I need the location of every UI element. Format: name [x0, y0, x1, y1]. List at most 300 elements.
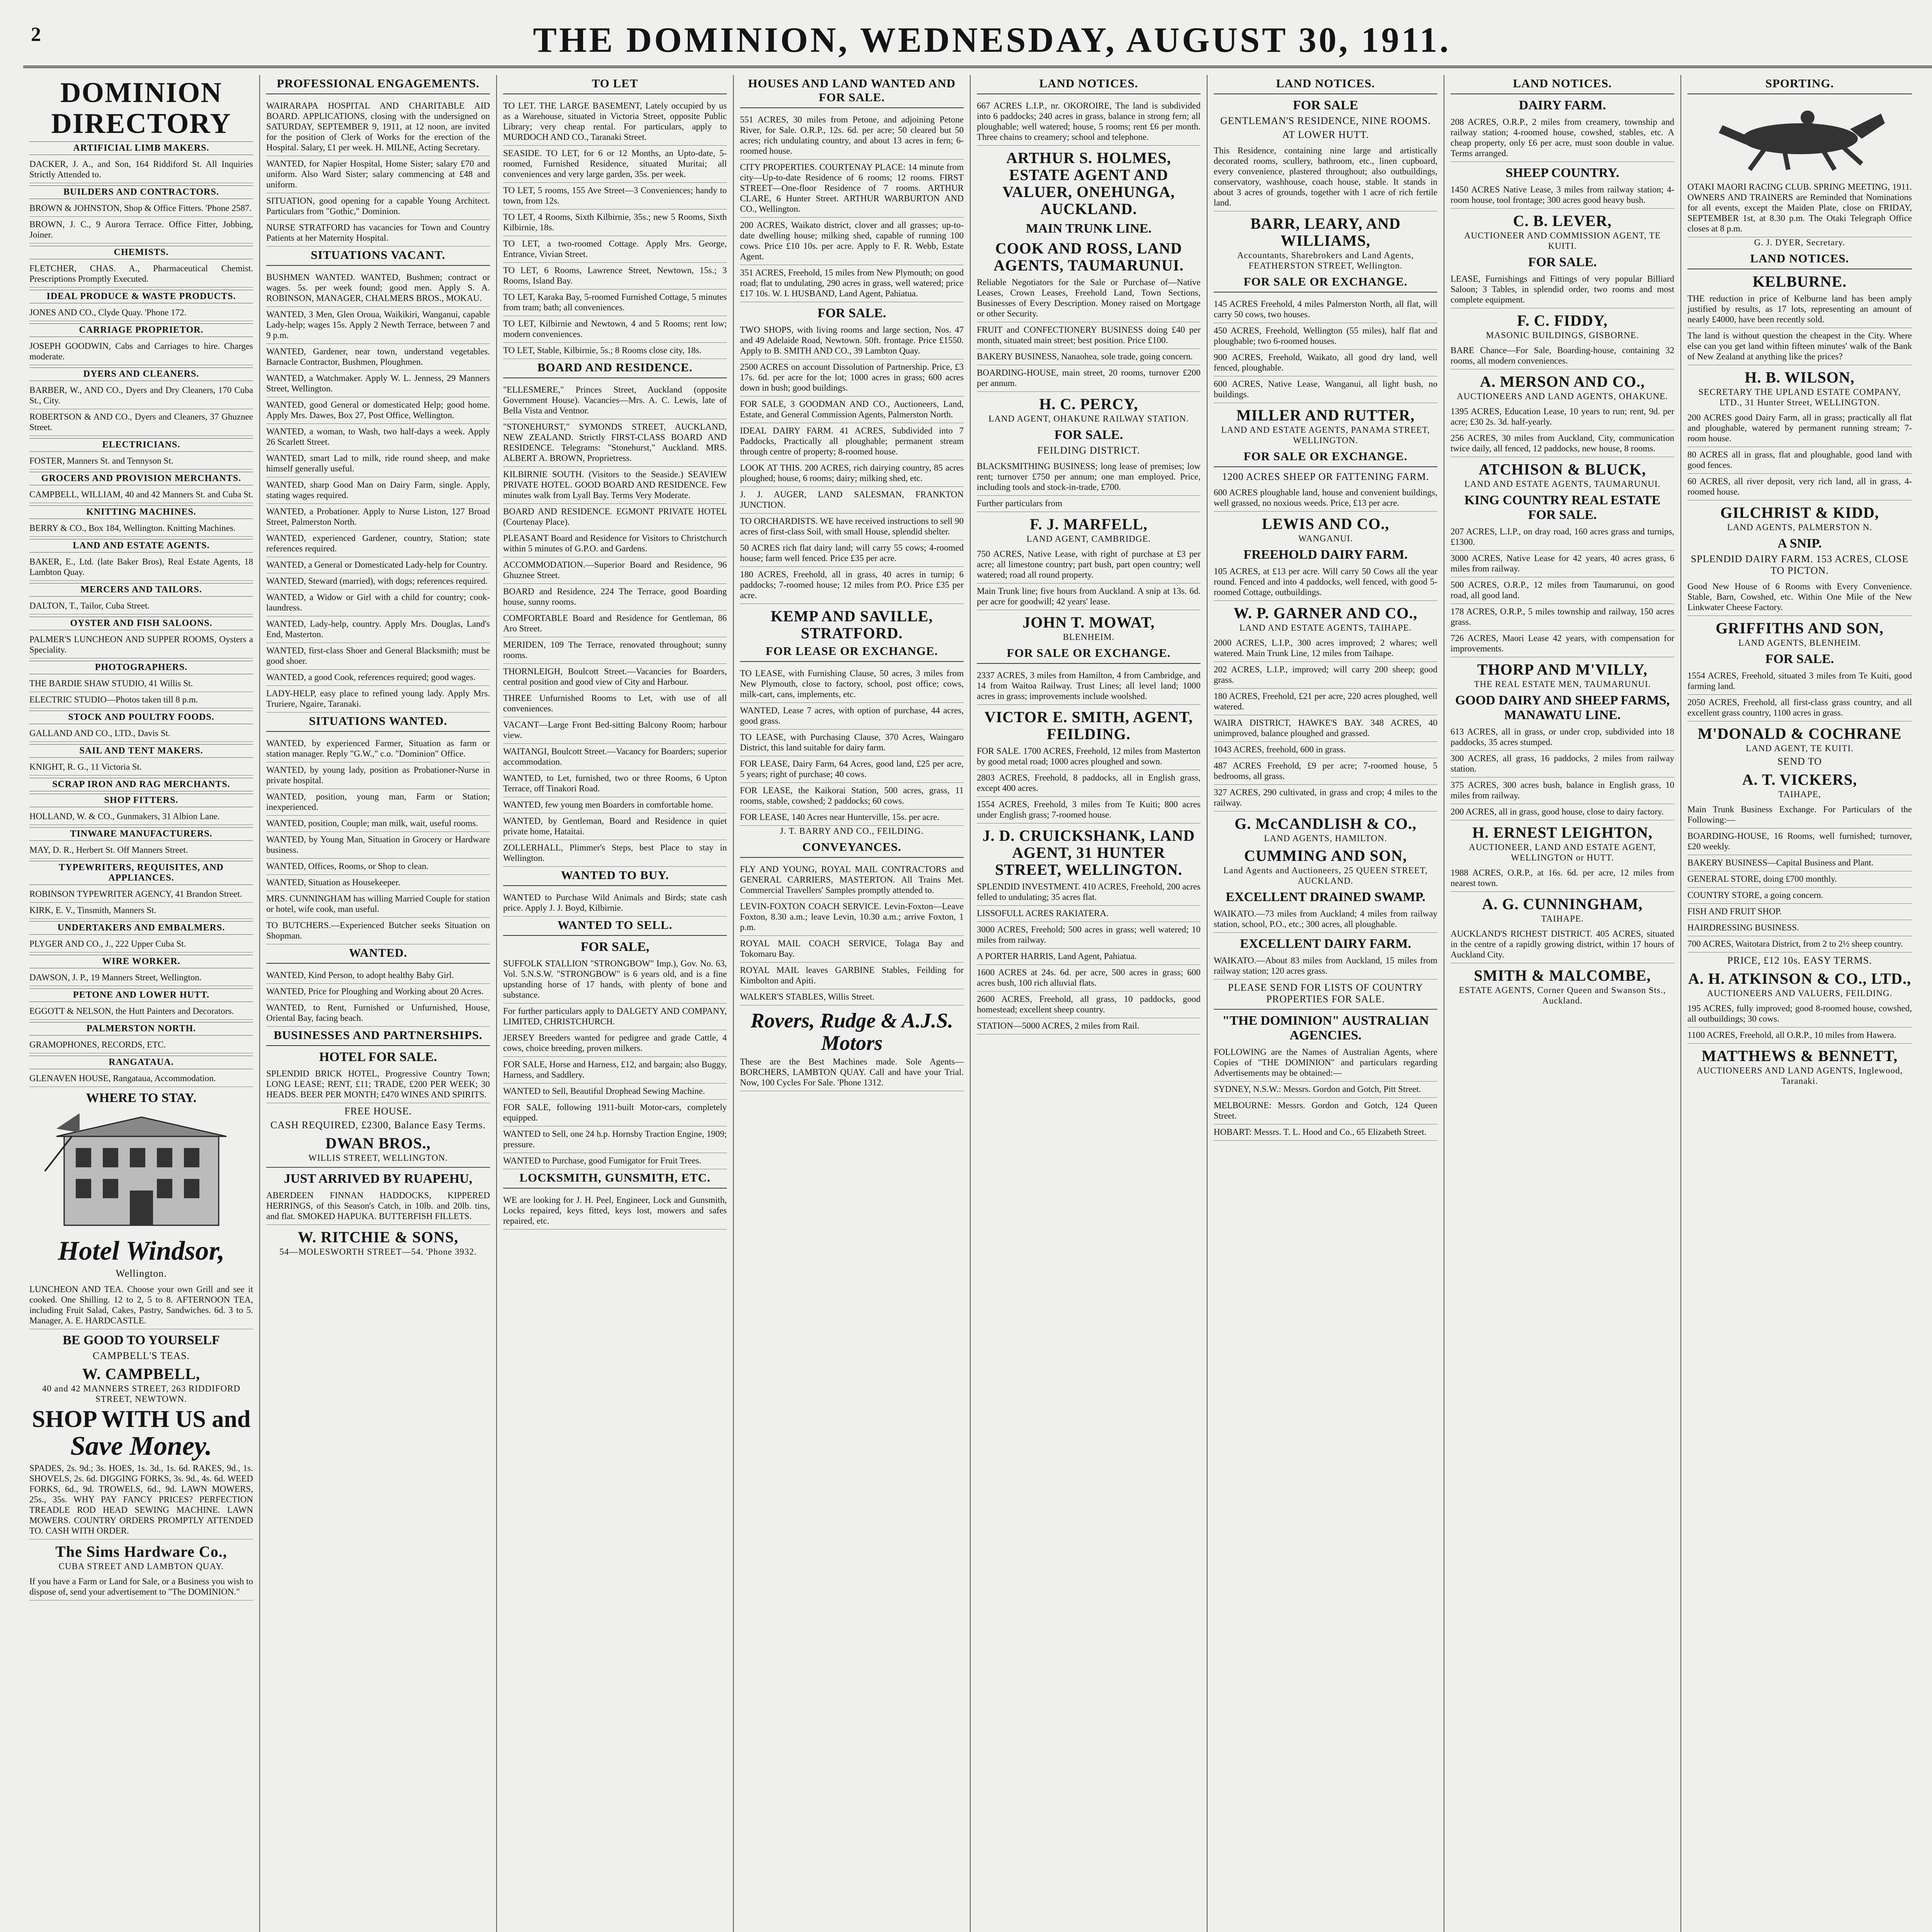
category-heading: SCRAP IRON AND RAG MERCHANTS. [29, 778, 253, 791]
classified-ad: This Residence, containing nine large and artistically decorated rooms, scullery, bathroom, etc., linen cupboard, every convenience, plastered throughout; also outbuildings, conservatory, washhouse, coach house, stable. It stands in about 3 acres of grounds, together with 1 acre of rich fertile land. [1214, 143, 1437, 211]
agent-name: VICTOR E. SMITH, AGENT, FEILDING. [984, 708, 1193, 743]
classified-ad: TO LET, a two-roomed Cottage. Apply Mrs. George, Entrance, Vivian Street. [503, 236, 727, 263]
agent-name: LEWIS AND CO., [1262, 515, 1389, 532]
directory-entry: THE BARDIE SHAW STUDIO, 41 Willis St. [29, 676, 253, 692]
classified-ad: TO LET, 4 Rooms, Sixth Kilbirnie, 35s.; new 5 Rooms, Sixth Kilbirnie, 18s. [503, 209, 727, 236]
classified-ad: 145 ACRES Freehold, 4 miles Palmerston North, all flat, will carry 50 cows, two houses. [1214, 296, 1437, 323]
classified-ad: WANTED, by Young Man, Situation in Grocery or Hardware business. [266, 832, 490, 859]
category-heading: KNITTING MACHINES. [29, 505, 253, 519]
section-heading: WANTED TO SELL. [503, 917, 727, 936]
hotel-building-icon [41, 1113, 242, 1229]
agent-name: A. H. ATKINSON & CO., LTD., [1688, 970, 1912, 987]
sims-address: CUBA STREET AND LAMBTON QUAY. [58, 1561, 224, 1571]
district-heading: FEILDING DISTRICT. [1037, 445, 1140, 456]
classified-ad: 1100 ACRES, Freehold, all O.R.P., 10 miles from Hawera. [1687, 1027, 1912, 1044]
classified-ad: WANTED, Offices, Rooms, or Shop to clean. [266, 859, 490, 875]
save-money: Save Money. [70, 1431, 212, 1461]
for-sale-heading: FOR SALE [1293, 98, 1359, 112]
classified-ad: TO LET. THE LARGE BASEMENT, Lately occupied by us as a Warehouse, situated in Victoria Street, opposite Public Library; very cheap rental. For particulars, apply to MURDOCH AND CO., Taranaki Street. [503, 98, 727, 146]
classified-ad: SPLENDID INVESTMENT. 410 ACRES, Freehold, 200 acres felled to undulating; 35 acres flat. [977, 879, 1201, 906]
classified-ad: Good New House of 6 Rooms with Every Convenience. Stable, Barn, Cowshed, etc. Within One Mile of the New Linkwater Cheese Factory. [1687, 579, 1912, 616]
classified-ad: 1043 ACRES, freehold, 600 in grass. [1214, 742, 1437, 758]
category-heading: TINWARE MANUFACTURERS. [29, 827, 253, 841]
category-heading: OYSTER AND FISH SALOONS. [29, 617, 253, 630]
column-heading: LAND NOTICES. [977, 75, 1201, 94]
classified-ad: WANTED, Price for Ploughing and Working about 20 Acres. [266, 984, 490, 1000]
directory-entry: ELECTRIC STUDIO—Photos taken till 8 p.m. [29, 692, 253, 708]
classified-ad: GENERAL STORE, doing £700 monthly. [1687, 871, 1912, 888]
classified-ad: 487 ACRES Freehold, £9 per acre; 7-roomed house, 5 bedrooms, all grass. [1214, 758, 1437, 785]
category-heading: LAND AND ESTATE AGENTS. [29, 539, 253, 553]
classified-ad: 750 ACRES, Native Lease, with right of purchase at £3 per acre; all limestone country; part bush, part open country; well watered; road all round property. [977, 546, 1201, 583]
column-engagements [260, 75, 497, 1932]
hotel-ad: SPLENDID BRICK HOTEL, Progressive Country Town; LONG LEASE; RENT, £11; TRADE, £200 PER WEEK; 30 HEADS. BEER PER MONTH; £470 WINES AND SPIRITS. [266, 1066, 490, 1103]
category-heading: CHEMISTS. [29, 246, 253, 259]
directory-entry: MAY, D. R., Herbert St. Off Manners Street. [29, 842, 253, 859]
section-heading: WANTED TO BUY. [503, 867, 727, 886]
classified-ad: WAITANGI, Boulcott Street.—Vacancy for Boarders; superior accommodation. [503, 744, 727, 770]
agent-name: GRIFFITHS AND SON, [1716, 619, 1884, 637]
agency-entry: MELBOURNE: Messrs. Gordon and Gotch, 124 Queen Street. [1214, 1098, 1437, 1124]
classified-ad: LISSOFULL ACRES RAKIATERA. [977, 906, 1201, 922]
classified-ad: WANTED, to Rent, Furnished or Unfurnished, House, Oriental Bay, facing beach. [266, 1000, 490, 1027]
hotel-illustration [29, 1109, 253, 1233]
classified-ad: WANTED to Purchase, good Fumigator for Fruit Trees. [503, 1153, 727, 1169]
classified-ad: WANTED, a Watchmaker. Apply W. L. Jenness, 29 Manners Street, Wellington. [266, 371, 490, 397]
agent-name: CUMMING AND SON, [1244, 847, 1407, 864]
category-heading: CARRIAGE PROPRIETOR. [29, 323, 253, 337]
classified-ad: 300 ACRES, all grass, 16 paddocks, 2 miles from railway station. [1451, 751, 1674, 777]
agent-name: A. T. VICKERS, [1742, 771, 1857, 788]
classified-ad: ROYAL MAIL leaves GARBINE Stables, Feilding for Kimbolton and Apiti. [740, 963, 964, 989]
classified-ad: VACANT—Large Front Bed-sitting Balcony Room; harbour view. [503, 717, 727, 744]
classified-ad: 900 ACRES, Freehold, Waikato, all good dry land, well fenced, ploughable. [1214, 350, 1437, 376]
classified-ad: FOR SALE, following 1911-built Motor-cars, completely equipped. [503, 1100, 727, 1126]
newspaper-title: THE DOMINION, WEDNESDAY, AUGUST 30, 1911. [533, 20, 1451, 60]
directory-entry: FOSTER, Manners St. and Tennyson St. [29, 453, 253, 469]
classified-ad: THE reduction in price of Kelburne land has been amply justified by results, as 17 lots, representing an amount of nearly £4000, have been recently sold. [1687, 291, 1912, 328]
agent-address: MASONIC BUILDINGS, GISBORNE. [1486, 330, 1639, 340]
directory-entry: ROBINSON TYPEWRITER AGENCY, 41 Brandon Street. [29, 886, 253, 903]
classified-ad: FOR LEASE, Dairy Farm, 64 Acres, good land, £25 per acre, 5 years; right of purchase; 40 cows. [740, 756, 964, 783]
column-heading: LAND NOTICES. [1214, 75, 1437, 94]
section-heading: SITUATIONS VACANT. [266, 247, 490, 266]
classified-ad: 1554 ACRES, Freehold, situated 3 miles from Te Kuiti, good farming land. [1687, 668, 1912, 695]
section-heading: FOR SALE OR EXCHANGE. [977, 645, 1201, 664]
agent-name: SMITH & MALCOMBE, [1474, 967, 1651, 984]
for-sale-heading: FOR SALE, [580, 940, 650, 954]
agent-name: JOHN T. MOWAT, [1022, 614, 1155, 631]
sheep-heading: 1200 ACRES SHEEP OR FATTENING FARM. [1222, 471, 1429, 482]
classified-ad: KILBIRNIE SOUTH. (Visitors to the Seaside.) SEAVIEW PRIVATE HOTEL. GOOD BOARD AND RESIDENCE. Few minutes walk from Lyall Bay. Terms Very Moderate. [503, 467, 727, 504]
directory-entry: DACKER, J. A., and Son, 164 Riddiford St. All Inquiries Strictly Attended to. [29, 156, 253, 183]
page-number: 2 [31, 24, 41, 46]
column-sporting [1681, 75, 1918, 1932]
racehorse-icon [1707, 102, 1893, 172]
directory-title: DOMINION DIRECTORY [51, 77, 231, 139]
classified-ad: J. J. AUGER, LAND SALESMAN, FRANKTON JUNCTION. [740, 487, 964, 514]
classified-ad: WANTED to Sell, one 24 h.p. Hornsby Traction Engine, 1909; pressure. [503, 1126, 727, 1153]
classified-ad: WAIKATO.—About 83 miles from Auckland, 15 miles from railway station; 120 acres grass. [1214, 953, 1437, 980]
hotel-city: Wellington. [116, 1268, 167, 1279]
agent-name: G. McCANDLISH & CO., [1234, 815, 1417, 832]
column-land-notices-1 [971, 75, 1208, 1932]
directory-entry: GALLAND AND CO., LTD., Davis St. [29, 726, 253, 742]
classified-ad: WANTED, few young men Boarders in comfortable home. [503, 797, 727, 813]
classified-ad: AUCKLAND'S RICHEST DISTRICT. 405 ACRES, situated in the centre of a rapidly growing district, within 17 hours of Auckland City. [1451, 926, 1674, 963]
barry-co: J. T. BARRY AND CO., FEILDING. [780, 826, 924, 836]
classified-ad: LOOK AT THIS. 200 ACRES, rich dairying country, 85 acres ploughed; house, 6 rooms; dairy; milking shed, etc. [740, 460, 964, 487]
classified-ad: CITY PROPERTIES. COURTENAY PLACE: 14 minute from city—Up-to-date Residence of 6 rooms; 12 rooms. FIRST STREET—One-floor Residence of 7 rooms. ARTHUR CLARE, 6 Hunter Street. ARTHUR WARBURTON AND CO., Wellington. [740, 160, 964, 218]
main-trunk-heading: MAIN TRUNK LINE. [1026, 221, 1152, 236]
classified-ad: The land is without question the cheapest in the City. Where else can you get land within fifteen minutes' walk of the Bank of New Zealand at anything like the prices? [1687, 328, 1912, 365]
classified-ad: 195 ACRES, fully improved; good 8-roomed house, cowshed, all outbuildings; 30 cows. [1687, 1001, 1912, 1027]
free-house: FREE HOUSE. [344, 1105, 412, 1117]
classified-ad: TO BUTCHERS.—Experienced Butcher seeks Situation on Shopman. [266, 918, 490, 944]
classified-ad: 500 ACRES, O.R.P., 12 miles from Taumarunui, on good road, all good land. [1451, 577, 1674, 604]
dairy-heading: EXCELLENT DAIRY FARM. [1240, 937, 1412, 951]
column-heading: SPORTING. [1687, 75, 1912, 94]
agent-name: H. C. PERCY, [1039, 395, 1138, 413]
rovers-heading: Rovers, Rudge & A.J.S. Motors [750, 1009, 953, 1054]
agency-entry: HOBART: Messrs. T. L. Hood and Co., 65 Elizabeth Street. [1214, 1124, 1437, 1141]
where-to-stay-heading: WHERE TO STAY. [86, 1091, 197, 1105]
directory-entry: BROWN & JOHNSTON, Shop & Office Fitters. 'Phone 2587. [29, 201, 253, 217]
directory-entry: FLETCHER, CHAS. A., Pharmaceutical Chemist. Prescriptions Promptly Executed. [29, 261, 253, 287]
classified-ad: WANTED, smart Lad to milk, ride round sheep, and make himself generally useful. [266, 451, 490, 477]
agent-name: ARTHUR S. HOLMES, ESTATE AGENT AND VALUER, ONEHUNGA, AUCKLAND. [1002, 149, 1175, 218]
dairy-heading: DAIRY FARM. [1519, 98, 1606, 112]
classified-ad: BOARDING-HOUSE, 16 Rooms, well furnished; turnover, £20 weekly. [1687, 828, 1912, 855]
classified-ad: 180 ACRES, Freehold, all in grass, 40 acres in turnip; 6 paddocks; 7-roomed house; 12 miles from P.O. Price £35 per acre. [740, 567, 964, 604]
classified-ad: LEVIN-FOXTON COACH SERVICE. Levin-Foxton—Leave Foxton, 8.30 a.m.; leave Levin, 10.30 a.m.; arrive Foxton, 1 p.m. [740, 899, 964, 936]
classified-ad: 80 ACRES all in grass, flat and ploughable, good land with good fences. [1687, 447, 1912, 474]
classified-ad: IDEAL DAIRY FARM. 41 ACRES, Subdivided into 7 Paddocks, Practically all ploughable; permanent stream through centre of property; 8-roomed house. [740, 423, 964, 460]
classified-ad: WANTED, for Napier Hospital, Home Sister; salary £70 and uniform. Also Ward Sister; salary commencing at £48 and uniform. [266, 156, 490, 193]
classified-ad: 200 ACRES, Waikato district, clover and all grasses; up-to-date dwelling house; milking shed, capable of running 100 cows. Price £10 10s. per acre. Apply to F. R. Webb, Estate Agent. [740, 218, 964, 265]
classified-ad: TO LET, 6 Rooms, Lawrence Street, Newtown, 15s.; 3 Rooms, Island Bay. [503, 263, 727, 289]
agent-name: MILLER AND RUTTER, [1236, 406, 1415, 424]
classified-ad: 2803 ACRES, Freehold, 8 paddocks, all in English grass, except 400 acres. [977, 770, 1201, 797]
classified-ad: WANTED, Situation as Housekeeper. [266, 875, 490, 891]
agent-address: LAND AND ESTATE AGENTS, PANAMA STREET, WELLINGTON. [1221, 425, 1430, 445]
directory-entry: ROBERTSON & AND CO., Dyers and Cleaners, 37 Ghuznee Street. [29, 409, 253, 436]
classified-ad: COMFORTABLE Board and Residence for Gentleman, 86 Aro Street. [503, 611, 727, 637]
classified-ad: FOR SALE, Horse and Harness, £12, and bargain; also Buggy, Harness, and Saddlery. [503, 1057, 727, 1083]
directory-entry: PALMER'S LUNCHEON AND SUPPER ROOMS, Oysters a Speciality. [29, 632, 253, 658]
directory-entry: GLENAVEN HOUSE, Rangataua, Accommodation. [29, 1071, 253, 1087]
classified-ad: OTAKI MAORI RACING CLUB. SPRING MEETING, 1911. OWNERS AND TRAINERS are Reminded that Nominations for all events, except the Maiden Plate, close on FRIDAY, SEPTEMBER 1st, at 8.30 p.m. The Otaki Telegraph Office closes at 8 p.m. [1687, 179, 1912, 237]
dwan-bros: DWAN BROS., [325, 1134, 431, 1152]
section-heading: BUSINESSES AND PARTNERSHIPS. [266, 1027, 490, 1046]
classified-ad: WANTED, by young lady, position as Probationer-Nurse in private hospital. [266, 762, 490, 789]
classified-ad: NURSE STRATFORD has vacancies for Town and Country Patients at her Maternity Hospital. [266, 220, 490, 247]
directory-entry: EGGOTT & NELSON, the Hutt Painters and Decorators. [29, 1003, 253, 1020]
category-heading: SHOP FITTERS. [29, 794, 253, 807]
directory-entry: BERRY & CO., Box 184, Wellington. Knitting Machines. [29, 520, 253, 537]
directory-entry: PLYGER AND CO., J., 222 Upper Cuba St. [29, 936, 253, 952]
agent-address: LAND AND ESTATE AGENTS, TAUMARUNUI. [1464, 479, 1661, 489]
directory-entry: BARBER, W., AND CO., Dyers and Dry Cleaners, 170 Cuba St., City. [29, 383, 253, 409]
agent-address: BLENHEIM. [1063, 632, 1115, 642]
classified-ad: WANTED, a Probationer. Apply to Nurse Liston, 127 Broad Street, Palmerston North. [266, 504, 490, 531]
agent-address: SECRETARY THE UPLAND ESTATE COMPANY, LTD., 31 Hunter Street, WELLINGTON. [1698, 387, 1901, 407]
classified-ad: 105 ACRES, at £13 per acre. Will carry 50 Cows all the year round. Fenced and into 4 paddocks, well fenced, with good 5-roomed Cottage, outbuildings. [1214, 564, 1437, 601]
masthead [23, 15, 1932, 68]
classified-ad: WAIKATO.—73 miles from Auckland; 4 miles from railway station, school, P.O., etc.; 300 acres, all ploughable. [1214, 906, 1437, 933]
stallion-ad: SUFFOLK STALLION "STRONGBOW" Imp.), Gov. No. 63, Vol. 5.N.S.W. "STRONGBOW" is 6 years old, and is a fine upstanding horse of 17 hands, with plenty of bone and substance. [503, 956, 727, 1003]
agent-address: LAND AGENTS, HAMILTON. [1264, 833, 1387, 843]
directory-entry: CAMPBELL, WILLIAM, 40 and 42 Manners St. and Cuba St. [29, 487, 253, 503]
classified-ad: MERIDEN, 109 The Terrace, renovated throughout; sunny rooms. [503, 637, 727, 664]
column-to-let [497, 75, 734, 1932]
agent-name: A. MERSON AND CO., [1480, 373, 1645, 390]
campbell-teas: CAMPBELL'S TEAS. [92, 1350, 190, 1361]
classified-ad: THORNLEIGH, Boulcott Street.—Vacancies for Boarders, central position and good view of City and Harbour. [503, 664, 727, 690]
classified-ad: 351 ACRES, Freehold, 15 miles from New Plymouth; on good road; flat to undulating, 290 acres in grass, well watered; price £17 10s. W. I. HUSBAND, Land Agent, Pahiatua. [740, 265, 964, 302]
classified-ad: WANTED, Lady-help, country. Apply Mrs. Douglas, Land's End, Masterton. [266, 616, 490, 643]
classified-ad: 3000 ACRES, Freehold; 500 acres in grass; well watered; 10 miles from railway. [977, 922, 1201, 949]
classified-ad: 1554 ACRES, Freehold, 3 miles from Te Kuiti; 800 acres under English grass; 7-roomed house. [977, 797, 1201, 823]
agent-address: Land Agents and Auctioneers, 25 QUEEN STREET, AUCKLAND. [1223, 866, 1428, 886]
farm-note: If you have a Farm or Land for Sale, or a Business you wish to dispose of, send your advertisement to "The DOMINION." [29, 1574, 253, 1600]
classified-ad: BAKERY BUSINESS, Nanaohea, sole trade, going concern. [977, 349, 1201, 365]
classified-ad: JERSEY Breeders wanted for pedigree and grade Cattle, 4 cows, choice breeding, proven milkers. [503, 1030, 727, 1057]
classified-ad: 613 ACRES, all in grass, or under crop, subdivided into 18 paddocks, 35 acres stumped. [1451, 724, 1674, 751]
agent-name: COOK AND ROSS, LAND AGENTS, TAUMARUNUI. [993, 240, 1184, 274]
classified-ad: 700 ACRES, Waitotara District, from 2 to 2½ sheep country. [1687, 936, 1912, 952]
classified-ad: 200 ACRES, all in grass, good house, close to dairy factory. [1451, 804, 1674, 820]
kemp-saville: KEMP AND SAVILLE, STRATFORD. [770, 607, 933, 642]
agent-name: C. B. LEVER, [1513, 212, 1612, 230]
shop-title: SHOP WITH US and [32, 1406, 251, 1432]
hotel-text: LUNCHEON AND TEA. Choose your own Grill and see it cooked. One Shilling. 12 to 2, 5 to 8. AFTERNOON TEA, including Fruit Salad, Cakes, Pastry, Sandwiches. 6d. 3 to 5. Manager, A. E. HARDCASTLE. [29, 1282, 253, 1329]
classified-ad: WANTED, sharp Good Man on Dairy Farm, single. Apply, stating wages required. [266, 477, 490, 504]
residence-location: AT LOWER HUTT. [1282, 129, 1369, 140]
for-sale-heading: FOR SALE. [817, 306, 886, 320]
classified-ad: TO LET, Stable, Kilbirnie, 5s.; 8 Rooms close city, 18s. [503, 343, 727, 359]
directory-entry: BAKER, E., Ltd. (late Baker Bros), Real Estate Agents, 18 Lambton Quay. [29, 554, 253, 581]
classified-ad: WALKER'S STABLES, Willis Street. [740, 989, 964, 1005]
classified-ad: WANTED to Sell, Beautiful Drophead Sewing Machine. [503, 1083, 727, 1100]
classified-ad: WANTED, a good Cook, references required; good wages. [266, 670, 490, 686]
classified-ad: 256 ACRES, 30 miles from Auckland, City, communication twice daily, all fenced, 12 paddocks, new house, 8 rooms. [1451, 430, 1674, 457]
ruapehu-heading: JUST ARRIVED BY RUAPEHU, [284, 1172, 473, 1186]
classified-ad: BOARD and Residence, 224 The Terrace, good Boarding house, sunny rooms. [503, 584, 727, 611]
classified-ad: 600 ACRES, Native Lease, Wanganui, all light bush, no buildings. [1214, 376, 1437, 403]
lists-note: PLEASE SEND FOR LISTS OF COUNTRY PROPERTIES FOR SALE. [1228, 982, 1423, 1005]
classified-ad: WANTED to Purchase Wild Animals and Birds; state cash price. Apply J. J. Boyd, Kilbirnie. [503, 890, 727, 917]
classified-ad: Further particulars from [977, 496, 1201, 512]
agent-address: TAIHAPE, [1778, 789, 1821, 799]
classified-ad: 450 ACRES, Freehold, Wellington (55 miles), half flat and ploughable; two 6-roomed houses. [1214, 323, 1437, 350]
columns [23, 75, 1932, 1932]
classified-ad: MRS. CUNNINGHAM has willing Married Couple for station or hotel, wife cook, man useful. [266, 891, 490, 918]
section-heading: FOR SALE OR EXCHANGE. [1214, 448, 1437, 467]
classified-ad: 551 ACRES, 30 miles from Petone, and adjoining Petone River, for Sale. O.R.P., 12s. 6d. per acre; 50 cleared but 50 acres; rich undulating country, and about 13 acres in fern; 6-roomed house. [740, 112, 964, 160]
classified-ad: 180 ACRES, Freehold, £21 per acre, 220 acres ploughed, well watered. [1214, 689, 1437, 715]
classified-ad: 202 ACRES, L.I.P., improved; will carry 200 sheep; good grass. [1214, 662, 1437, 689]
classified-ad: WANTED, first-class Shoer and General Blacksmith; must be good shoer. [266, 643, 490, 670]
agent-name: THORP AND M'VILLY, [1477, 661, 1648, 678]
classified-ad: FLY AND YOUNG, ROYAL MAIL CONTRACTORS and GENERAL CARRIERS, MASTERTON. All Trains Met. Commercial Travellers' Samples promptly attended to. [740, 862, 964, 899]
agent-address: THE REAL ESTATE MEN, TAUMARUNUI. [1474, 679, 1651, 689]
agent-name: MATTHEWS & BENNETT, [1701, 1047, 1898, 1065]
classified-ad: LEASE, Furnishings and Fittings of very popular Billiard Saloon; 3 Tables, in splendid order, two rooms and most complete equipment. [1451, 271, 1674, 308]
classified-ad: "ELLESMERE," Princes Street, Auckland (opposite Government House). Vacancies—Mrs. A. C. Lewis, late of Bella Vista and Ventnor. [503, 382, 727, 419]
classified-ad: WE are looking for J. H. Peel, Engineer, Lock and Gunsmith, Locks repaired, keys fitted, keys lost, mowers and safes repaired, etc. [503, 1192, 727, 1230]
category-heading: STOCK AND POULTRY FOODS. [29, 711, 253, 724]
classified-ad: WANTED, Lease 7 acres, with option of purchase, 44 acres, good grass. [740, 703, 964, 730]
classified-ad: THREE Unfurnished Rooms to Let, with use of all conveniences. [503, 690, 727, 717]
snip-sub: SPLENDID DAIRY FARM. 153 ACRES, CLOSE TO PICTON. [1690, 553, 1909, 576]
classified-ad: 1988 ACRES, O.R.P., at 16s. 6d. per acre, 12 miles from nearest town. [1451, 865, 1674, 892]
agent-address: LAND AGENT, TE KUITI. [1746, 743, 1854, 753]
classified-ad: BUSHMEN WANTED. WANTED, Bushmen; contract or wages. 5s. per week found; good men. Apply S. A. ROBINSON, MANAGER, CHALMERS BROS., MOKAU. [266, 270, 490, 307]
agent-name: BARR, LEARY, AND WILLIAMS, [1250, 215, 1401, 249]
category-heading: IDEAL PRODUCE & WASTE PRODUCTS. [29, 290, 253, 303]
category-heading: TYPEWRITERS, REQUISITES, AND APPLIANCES. [29, 861, 253, 885]
hotel-for-sale-heading: HOTEL FOR SALE. [319, 1050, 437, 1064]
classified-ad: Main Trunk Business Exchange. For Particulars of the Following:— [1687, 802, 1912, 828]
snip-heading: A SNIP. [1777, 536, 1822, 551]
dwan-address: WILLIS STREET, WELLINGTON. [308, 1153, 448, 1163]
directory-entry: DALTON, T., Tailor, Cuba Street. [29, 598, 253, 614]
directory-entry: BROWN, J. C., 9 Aurora Terrace. Office Fitter, Jobbing, Joiner. [29, 217, 253, 243]
classified-ad: WANTED, by experienced Farmer, Situation as farm or station manager. Reply "G.W.," c.o. "Dominion" Office. [266, 736, 490, 762]
agent-address: AUCTIONEER AND COMMISSION AGENT, TE KUITI. [1464, 231, 1661, 251]
category-heading: PALMERSTON NORTH. [29, 1022, 253, 1036]
kelburne-heading: KELBURNE. [1752, 273, 1847, 290]
classified-ad: BLACKSMITHING BUSINESS; long lease of premises; low rent; turnover £750 per annum; one man employed. Price, including tools and stock-in-trade, £700. [977, 459, 1201, 496]
section-heading: CONVEYANCES. [740, 838, 964, 858]
cash-required: CASH REQUIRED, £2300, Balance Easy Terms. [270, 1119, 486, 1131]
classified-ad: WANTED, a woman, to Wash, two half-days a week. Apply 26 Scarlett Street. [266, 424, 490, 451]
agent-address: LAND AGENT, OHAKUNE RAILWAY STATION. [988, 414, 1189, 423]
classified-ad: 1600 ACRES at 24s. 6d. per acre, 500 acres in grass; 600 acres bush, 100 rich alluvial flats. [977, 965, 1201, 992]
category-heading: MERCERS AND TAILORS. [29, 583, 253, 597]
classified-ad: WANTED, good General or domesticated Help; good home. Apply Mrs. Dawes, Box 27, Post Office, Wellington. [266, 397, 490, 424]
classified-ad: Reliable Negotiators for the Sale or Purchase of—Native Leases, Crown Leases, Freehold Land, Town Sections, Businesses of Every Description. Money raised on Mortgage or other Security. [977, 275, 1201, 322]
section-heading: SITUATIONS WANTED. [266, 713, 490, 732]
agent-address: AUCTIONEERS AND VALUERS, FEILDING. [1707, 988, 1893, 998]
section-heading: FOR SALE OR EXCHANGE. [1214, 273, 1437, 293]
divider [266, 1167, 490, 1168]
agent-address: LAND AGENTS, PALMERSTON N. [1727, 522, 1872, 532]
classified-ad: WANTED, a Widow or Girl with a child for country; cook-laundress. [266, 590, 490, 616]
price-note: PRICE, £12 10s. EASY TERMS. [1727, 955, 1872, 966]
sims-title: The Sims Hardware Co., [55, 1543, 227, 1560]
king-country-heading: KING COUNTRY REAL ESTATE FOR SALE. [1464, 493, 1661, 522]
classified-ad: WANTED, a General or Domesticated Lady-help for Country. [266, 557, 490, 573]
directory-entry: DAWSON, J. P., 19 Manners Street, Wellington. [29, 970, 253, 986]
directory-entry: GRAMOPHONES, RECORDS, ETC. [29, 1037, 253, 1053]
classified-ad: WANTED, Steward (married), with dogs; references required. [266, 573, 490, 590]
stallion-contact: For further particulars apply to DALGETY AND COMPANY, LIMITED, CHRISTCHURCH. [503, 1003, 727, 1030]
classified-ad: 726 ACRES, Maori Lease 42 years, with compensation for improvements. [1451, 631, 1674, 657]
classified-ad: 2600 ACRES, Freehold, all grass, 10 paddocks, good homestead; excellent sheep country. [977, 992, 1201, 1018]
classified-ad: Main Trunk line; five hours from Auckland. A snip at 13s. 6d. per acre for goodwill; 42 years' lease. [977, 583, 1201, 610]
category-heading: PHOTOGRAPHERS. [29, 661, 253, 674]
for-sale-heading: FOR SALE. [1528, 255, 1597, 269]
classified-ad: BARE Chance—For Sale, Boarding-house, containing 32 rooms, all modern conveniences. [1451, 343, 1674, 369]
classified-ad: FOR LEASE, the Kaikorai Station, 500 acres, grass, 11 rooms, stable, cowshed; 2 paddocks; 60 cows. [740, 783, 964, 810]
classified-ad: 2000 ACRES, L.I.P., 300 acres improved; 2 whares; well watered. Main Trunk Line, 12 miles from Taihape. [1214, 635, 1437, 662]
classified-ad: WANTED, position, Couple; man milk, wait, useful rooms. [266, 816, 490, 832]
classified-ad: "STONEHURST," SYMONDS STREET, AUCKLAND, NEW ZEALAND. Strictly FIRST-CLASS BOARD AND RESIDENCE. Telegrams: "Stonehurst," Auckland. MRS. ALBERT A. BROWN, Proprietress. [503, 419, 727, 467]
agent-address: AUCTIONEER, LAND AND ESTATE AGENT, WELLINGTON or HUTT. [1469, 842, 1656, 862]
agent-address: WANGANUI. [1298, 534, 1353, 543]
agent-address: LAND AND ESTATE AGENTS, TAIHAPE. [1239, 623, 1412, 633]
send-to: SEND TO [1777, 756, 1822, 767]
classified-ad: TWO SHOPS, with living rooms and large section, Nos. 47 and 49 Adelaide Road, Newtown. 50ft. frontage. Price £1550. Apply to B. SMITH AND CO., 39 Lambton Quay. [740, 322, 964, 359]
agent-name: A. G. CUNNINGHAM, [1482, 895, 1643, 913]
classified-ad: TO LET, Karaka Bay, 5-roomed Furnished Cottage, 5 minutes from tram; bath; all conveniences. [503, 289, 727, 316]
ritchie-address: 54—MOLESWORTH STREET—54. 'Phone 3932. [279, 1247, 477, 1257]
section-heading: WANTED. [266, 944, 490, 964]
classified-ad: WANTED, 3 Men, Glen Oroua, Waikikiri, Wanganui, capable Lady-help; wages 15s. Apply 2 Newth Terrace, between 7 and 9 p.m. [266, 307, 490, 344]
classified-ad: 667 ACRES L.I.P., nr. OKOROIRE, The land is subdivided into 6 paddocks; 240 acres in grass, balance in strong fern; all ploughable; well watered; house, 5 rooms; rent £6 per month. Three chains to creamery; school and telephone. [977, 98, 1201, 146]
agent-name: M'DONALD & COCHRANE [1697, 725, 1902, 742]
agent-name: GILCHRIST & KIDD, [1720, 504, 1879, 521]
classified-ad: TO LET, 5 rooms, 155 Ave Street—3 Conveniences; handy to town, from 12s. [503, 183, 727, 209]
classified-ad: FOR SALE. 1700 ACRES, Freehold, 12 miles from Masterton by good metal road; 1000 acres ploughed and sown. [977, 743, 1201, 770]
classified-ad: PLEASANT Board and Residence for Visitors to Christchurch within 5 minutes of G.P.O. and Gardens. [503, 531, 727, 557]
directory-entry: HOLLAND, W. & CO., Gunmakers, 31 Albion Lane. [29, 809, 253, 825]
column-directory [23, 75, 260, 1932]
classified-ad: 178 ACRES, O.R.P., 5 miles township and railway, 150 acres grass. [1451, 604, 1674, 631]
classified-ad: ACCOMMODATION.—Superior Board and Residence, 96 Ghuznee Street. [503, 557, 727, 584]
agent-address: Accountants, Sharebrokers and Land Agents, FEATHERSTON STREET, Wellington. [1237, 250, 1414, 270]
classified-ad: 600 ACRES ploughable land, house and convenient buildings, well grassed, no noxious weeds. Price, £13 per acre. [1214, 485, 1437, 512]
classified-ad: SITUATION, good opening for a capable Young Architect. Particulars from "Gothic," Dominion. [266, 193, 490, 220]
racing-illustration [1687, 98, 1912, 175]
good-dairy-heading: GOOD DAIRY AND SHEEP FARMS, MANAWATU LINE. [1455, 693, 1670, 722]
column-heading: LAND NOTICES. [1451, 75, 1674, 94]
section-heading: FOR LEASE OR EXCHANGE. [740, 643, 964, 662]
campbell-name: W. CAMPBELL, [82, 1365, 200, 1383]
for-sale-heading: FOR SALE. [1765, 652, 1834, 666]
category-heading: SAIL AND TENT MAKERS. [29, 744, 253, 758]
column-land-notices-2 [1208, 75, 1444, 1932]
agent-name: F. C. FIDDY, [1517, 312, 1608, 329]
classified-ad: WAIRARAPA HOSPITAL AND CHARITABLE AID BOARD. APPLICATIONS, closing with the undersigned on SATURDAY, SEPTEMBER 9, 1911, at 12 noon, are invited for the position of Clerk of Works for the erection of the Hospital. Salary, £1 per week. H. MILNE, Acting Secretary. [266, 98, 490, 156]
agent-name: W. P. GARNER AND CO., [1233, 604, 1418, 622]
classified-ad: BOARD AND RESIDENCE. EGMONT PRIVATE HOTEL (Courtenay Place). [503, 504, 727, 531]
classified-ad: LADY-HELP, easy place to refined young lady. Apply Mrs. Truriere, Ngaire, Taranaki. [266, 686, 490, 713]
section-heading: LAND NOTICES. [1687, 250, 1912, 269]
category-heading: ELECTRICIANS. [29, 438, 253, 452]
classified-ad: ROYAL MAIL COACH SERVICE, Tolaga Bay and Tokomaru Bay. [740, 936, 964, 963]
directory-entry: JOSEPH GOODWIN, Cabs and Carriages to hire. Charges moderate. [29, 338, 253, 365]
classified-ad: FISH AND FRUIT SHOP. [1687, 904, 1912, 920]
agent-name: ATCHISON & BLUCK, [1479, 461, 1646, 478]
ruapehu-text: ABERDEEN FINNAN HADDOCKS, KIPPERED HERRINGS, of this Season's Catch, in 10lb. and 20lb. tins, and flat. SMOKED HAPUKA. BUTTERFISH FILLETS. [266, 1188, 490, 1225]
agent-name: H. ERNEST LEIGHTON, [1472, 824, 1653, 841]
classified-ad: TO LET, Kilbirnie and Newtown, 4 and 5 Rooms; rent low; modern conveniences. [503, 316, 727, 343]
rovers-text: These are the Best Machines made. Sole Agents—BORCHERS, LAMBTON QUAY. Call and have your Trial. Now, 100 Cycles For Sale. 'Phone 1312. [740, 1054, 964, 1091]
classified-ad: FOLLOWING are the Names of Australian Agents, where Copies of "THE DOMINION" and particulars regarding Advertisements may be obtained:— [1214, 1044, 1437, 1082]
agent-address: ESTATE AGENTS, Corner Queen and Swanson Sts., Auckland. [1459, 985, 1666, 1005]
campbell-address: 40 and 42 MANNERS STREET, 263 RIDDIFORD STREET, NEWTOWN. [42, 1384, 241, 1404]
classified-ad: 2337 ACRES, 3 miles from Hamilton, 4 from Cambridge, and 14 from Waitoa Railway. Trust Lines; all level land; 1000 acres in grass; improvements include woolshed. [977, 668, 1201, 705]
agent-address: AUCTIONEERS AND LAND AGENTS, Inglewood, Taranaki. [1696, 1066, 1903, 1086]
classified-ad: 200 ACRES good Dairy Farm, all in grass; practically all flat and ploughable, watered by permanent running stream; 7-room house. [1687, 410, 1912, 447]
agent-address: LAND AGENTS, BLENHEIM. [1738, 638, 1861, 648]
classified-ad: HAIRDRESSING BUSINESS. [1687, 920, 1912, 936]
classified-ad: 1450 ACRES Native Lease, 3 miles from railway station; 4-room house, tool frontage; 300 acres good heavy bush. [1451, 182, 1674, 209]
classified-ad: SEASIDE. TO LET, for 6 or 12 Months, an Upto-date, 5-roomed, Furnished Residence, situated Muritai; all conveniences and very large garden, 35s. per week. [503, 146, 727, 183]
